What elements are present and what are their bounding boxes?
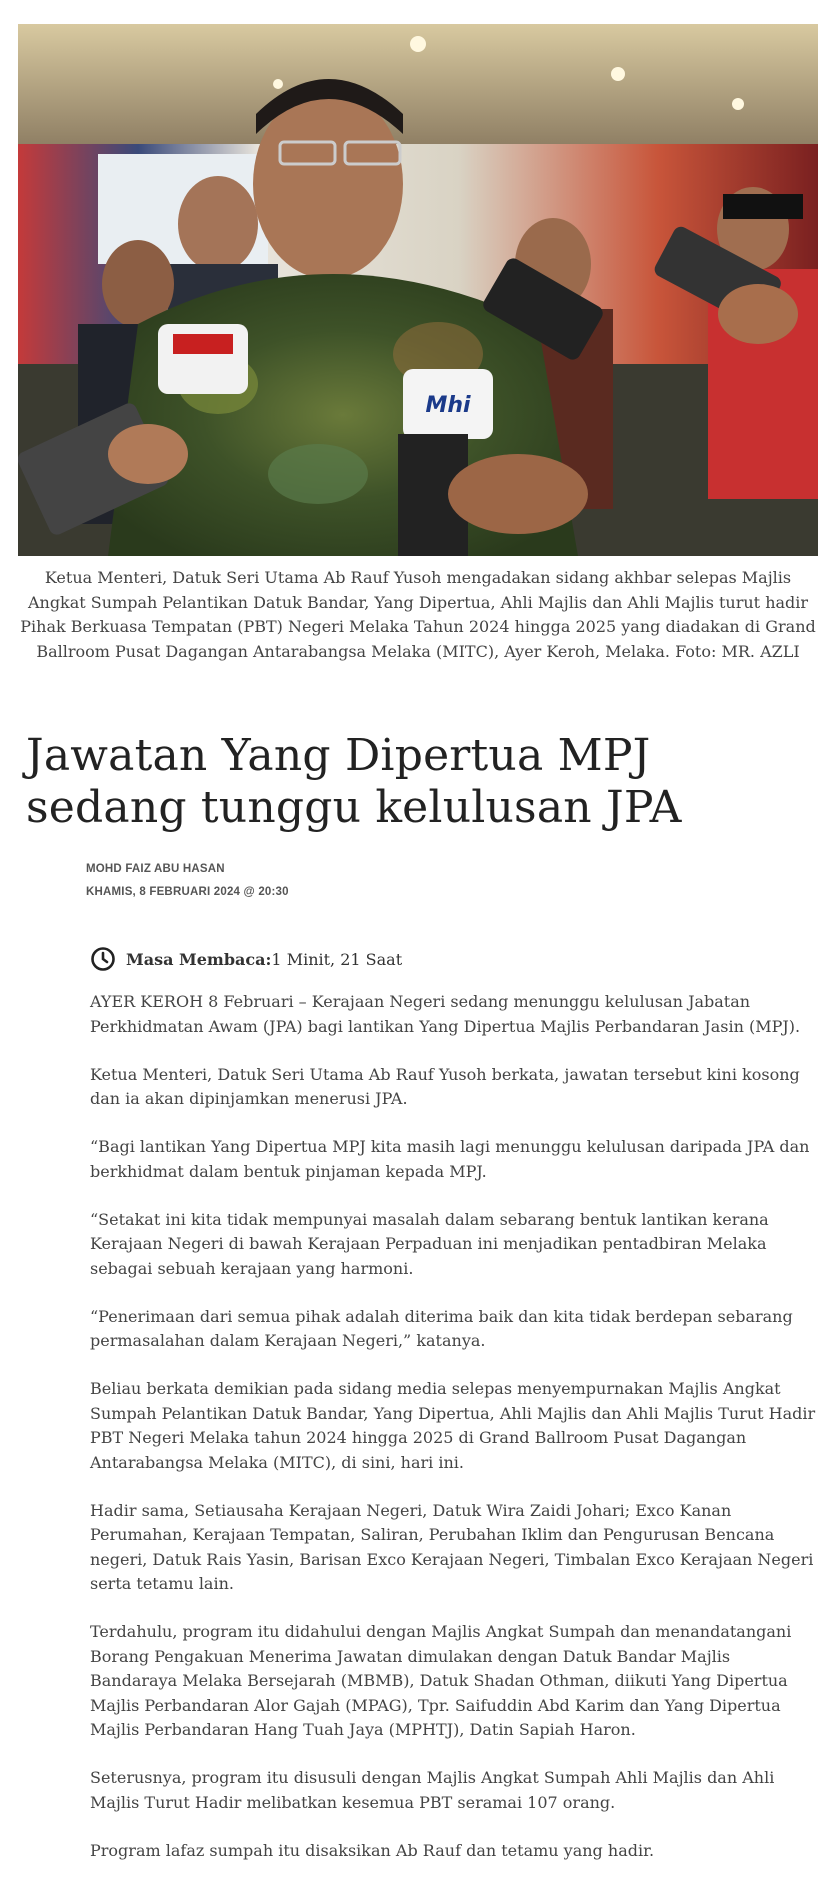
reading-time-value: 1 Minit, 21 Saat [271,949,403,969]
press-conference-image [18,24,818,556]
paragraph: AYER KEROH 8 Februari – Kerajaan Negeri sedang menunggu kelulusan Jabatan Perkhidmatan Awam (JPA) bagi lantikan Yang Dipertua Majlis Perbandaran Jasin (MPJ). [90,992,801,1036]
mic-label: Mhi [425,393,471,418]
article-body [90,990,818,1887]
reading-time [90,946,402,972]
clock-icon [90,946,116,972]
paragraph: “Penerimaan dari semua pihak adalah diterima baik dan kita tidak berdepan sebarang permasalahan dalam Kerajaan Negeri,” katanya. [90,1306,793,1350]
paragraph: “Bagi lantikan Yang Dipertua MPJ kita masih lagi menunggu kelulusan daripada JPA dan berkhidmat dalam bentuk pinjaman kepada MPJ. [90,1137,810,1181]
paragraph: “Setakat ini kita tidak mempunyai masalah dalam sebarang bentuk lantikan kerana Kerajaan Negeri di bawah Kerajaan Perpaduan ini menjadikan pentadbiran Melaka sebagai sebuah kerajaan yang harmoni. [90,1209,769,1278]
publish-date: KHAMIS, 8 FEBRUARI 2024 @ 20:30 [86,886,289,898]
paragraph: Program lafaz sumpah itu disaksikan Ab Rauf dan tetamu yang hadir. [90,1840,655,1860]
reading-time-label: Masa Membaca: [126,949,272,969]
paragraph: Beliau berkata demikian pada sidang media selepas menyempurnakan Majlis Angkat Sumpah Pelantikan Datuk Bandar, Yang Dipertua, Ahli Majlis dan Ahli Majlis Turut Hadir PBT Negeri Melaka tahun 2024 hingga 2025 di Grand Ballroom Pusat Dagangan Antarabangsa Melaka (MITC), di sini, hari ini. [90,1379,816,1472]
paragraph: Terdahulu, program itu didahului dengan Majlis Angkat Sumpah dan menandatangani Borang Pengakuan Menerima Jawatan dimulakan dengan Datuk Bandar Majlis Bandaraya Melaka Bersejarah (MBMB), Datuk Shadan Othman, diikuti Yang Dipertua Majlis Perbandaran Alor Gajah (MPAG), Tpr. Saifuddin Abd Karim dan Yang Dipertua Majlis Perbandaran Hang Tuah Jaya (MPHTJ), Datin Sapiah Haron. [90,1622,792,1739]
paragraph: Hadir sama, Setiausaha Kerajaan Negeri, Datuk Wira Zaidi Johari; Exco Kanan Perumahan, Kerajaan Tempatan, Saliran, Perubahan Iklim dan Pengurusan Bencana negeri, Datuk Rais Yasin, Barisan Exco Kerajaan Negeri, Timbalan Exco Kerajaan Negeri serta tetamu lain. [90,1500,814,1593]
paragraph: Ketua Menteri, Datuk Seri Utama Ab Rauf Yusoh berkata, jawatan tersebut kini kosong dan ia akan dipinjamkan menerusi JPA. [90,1064,800,1108]
article-title: Jawatan Yang Dipertua MPJ sedang tunggu kelulusan JPA [26,730,682,833]
paragraph: Seterusnya, program itu disusuli dengan Majlis Angkat Sumpah Ahli Majlis dan Ahli Majlis Turut Hadir melibatkan kesemua PBT seramai 107 orang. [90,1768,775,1812]
author-name[interactable]: MOHD FAIZ ABU HASAN [86,863,225,875]
photo-caption: Ketua Menteri, Datuk Seri Utama Ab Rauf Yusoh mengadakan sidang akhbar selepas Majlis Angkat Sumpah Pelantikan Datuk Bandar, Yang Dipertua, Ahli Majlis dan Ahli Majlis turut hadir Pihak Berkuasa Tempatan (PBT) Negeri Melaka Tahun 2024 hingga 2025 yang diadakan di Grand Ballroom Pusat Dagangan Antarabangsa Melaka (MITC), Ayer Keroh, Melaka. Foto: MR. AZLI [20,568,816,661]
byline [86,858,289,904]
article-photo [18,24,818,556]
